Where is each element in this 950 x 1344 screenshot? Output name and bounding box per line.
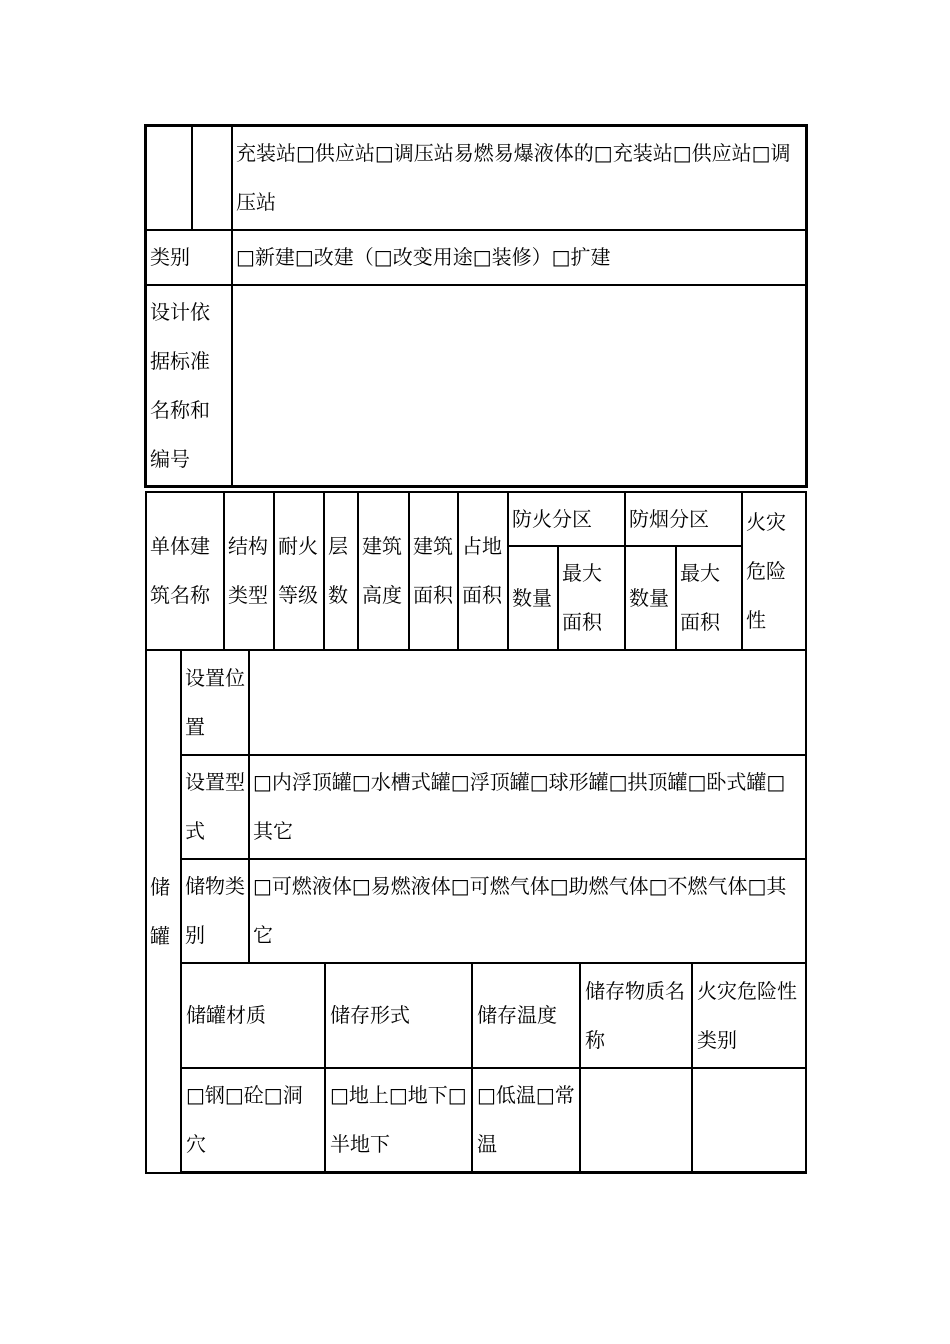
category-options[interactable]: □新建□改建（□改变用途□装修）□扩建: [232, 230, 806, 285]
material-header: 储罐材质: [181, 963, 325, 1068]
blank-cell-2: [192, 126, 232, 230]
substance-name-value[interactable]: [580, 1068, 692, 1172]
category-label: 类别: [146, 230, 232, 285]
storage-temp-options[interactable]: □低温□常温: [472, 1068, 580, 1172]
design-basis-label: 设计依据标准名称和编号: [146, 285, 232, 486]
building-table: [145, 491, 807, 651]
tank-label: 储罐: [146, 650, 181, 1173]
substance-name-header: 储存物质名称: [580, 963, 692, 1068]
structure-type-header: 结构类型: [224, 492, 274, 650]
type-label: 设置型式: [181, 755, 249, 859]
storage-form-header: 储存形式: [325, 963, 472, 1068]
smoke-zone-max-area-header: 最大面积: [676, 546, 742, 650]
design-basis-value[interactable]: [232, 285, 806, 486]
fire-rating-header: 耐火等级: [274, 492, 324, 650]
storage-class-options[interactable]: □可燃液体□易燃液体□可燃气体□助燃气体□不燃气体□其它: [249, 859, 806, 963]
land-area-header: 占地面积: [458, 492, 508, 650]
tank-detail-table: [180, 962, 807, 1173]
fire-hazard-header: 火灾危险性: [742, 492, 806, 650]
smoke-zone-header: 防烟分区: [625, 492, 742, 546]
smoke-zone-count-header: 数量: [625, 546, 676, 650]
storage-class-label: 储物类别: [181, 859, 249, 963]
station-type-options[interactable]: 充装站□供应站□调压站易燃易爆液体的□充装站□供应站□调压站: [232, 126, 806, 230]
material-options[interactable]: □钢□砼□洞穴: [181, 1068, 325, 1172]
location-label: 设置位置: [181, 650, 249, 755]
type-options[interactable]: □内浮顶罐□水槽式罐□浮顶罐□球形罐□拱顶罐□卧式罐□其它: [249, 755, 806, 859]
fire-zone-header: 防火分区: [508, 492, 625, 546]
hazard-class-header: 火灾危险性类别: [692, 963, 806, 1068]
storage-temp-header: 储存温度: [472, 963, 580, 1068]
fire-zone-count-header: 数量: [508, 546, 558, 650]
station-table: [145, 125, 807, 487]
floors-header: 层数: [324, 492, 358, 650]
area-header: 建筑面积: [409, 492, 458, 650]
blank-cell-1: [146, 126, 192, 230]
building-name-header: 单体建筑名称: [146, 492, 224, 650]
location-value[interactable]: [249, 650, 806, 755]
fire-zone-max-area-header: 最大面积: [558, 546, 625, 650]
hazard-class-value[interactable]: [692, 1068, 806, 1172]
storage-form-options[interactable]: □地上□地下□半地下: [325, 1068, 472, 1172]
height-header: 建筑高度: [358, 492, 409, 650]
